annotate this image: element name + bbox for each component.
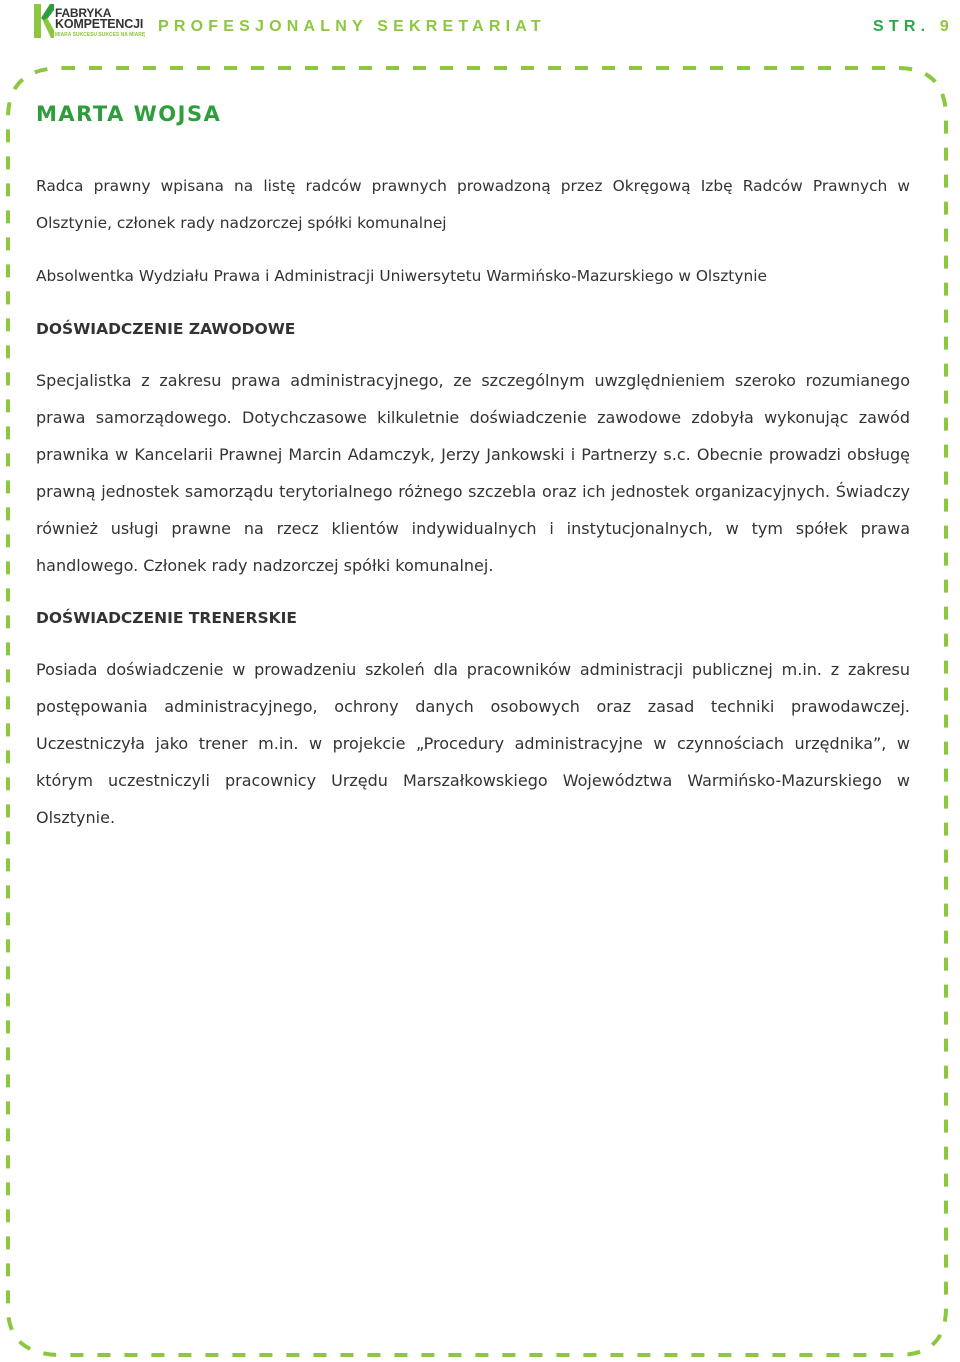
training-experience-text: Posiada doświadczenie w prowadzeniu szkoleń dla pracowników administracji publicznej m.in. z zakresu postępowania administracyjnego, ochrony danych osobowych oraz zasad techniki prawodawczej. Uczestniczyła jako trener m.in. w projekcie „Procedury administracyjne w czynnościach urzędnika”, w którym uczestniczyli pracownicy Urzędu Marszałkowskiego Województwa Warmińsko-Mazurskiego w Olsztynie. [36,660,910,827]
logo-tagline: MIARA SUKCESU SUKCES NA MIARĘ [55,32,146,38]
page-number: 9 [939,18,954,35]
experience-text: Specjalistka z zakresu prawa administracyjnego, ze szczególnym uwzględnieniem szeroko rozumianego prawa samorządowego. Dotychczasowe kilkuletnie doświadczenie zawodowe zdobyła wykonując zawód prawnika w Kancelarii Prawnej Marcin Adamczyk, Jerzy Jankowski i Partnerzy s.c. Obecnie prowadzi obsługę prawną jednostek samorządu terytorialnego różnego szczebla oraz ich jednostek organizacyjnych. Świadczy również usługi prawne na rzecz klientów indywidualnych i instytucjonalnych, w tym spółek prawa handlowego. Członek rady nadzorczej spółki komunalnej. [36,371,910,575]
page-label: STR. [872,18,931,35]
training-experience-heading: DOŚWIADCZENIE TRENERSKIE [36,609,297,627]
intro-education: Absolwentka Wydziału Prawa i Administracji Uniwersytetu Warmińsko-Mazurskiego w Olsztynie [36,267,767,285]
trainer-name-heading: MARTA WOJSA [36,102,222,126]
logo-name-line2: KOMPETENCJI [55,17,144,31]
profile-content [36,92,910,836]
intro-qualification: Radca prawny wpisana na listę radców prawnych prowadzoną przez Okręgową Izbę Radców Prawnych w Olsztynie, członek rady nadzorczej spółki komunalnej [36,177,910,232]
experience-heading: DOŚWIADCZENIE ZAWODOWE [36,320,296,338]
logo-name-line1: FABRYKA [55,6,112,20]
section-title: PROFESJONALNY SEKRETARIAT [158,18,546,35]
